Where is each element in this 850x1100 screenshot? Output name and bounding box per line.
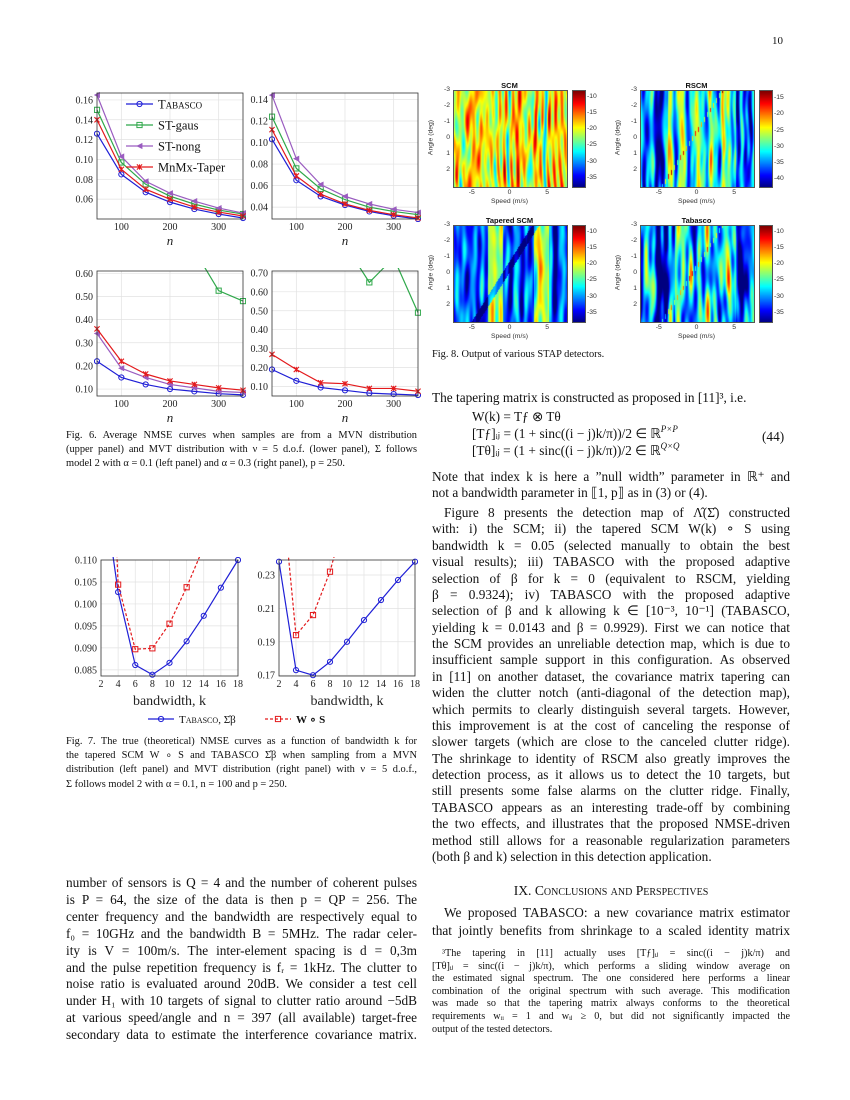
colorbar-tick-label: -25 [774, 276, 784, 284]
footnote-line: [Tθ]ᵢⱼ = sinc((i − j)k/π), which performs a sliding window average on [432, 960, 790, 972]
colorbar-tick-label: -20 [774, 260, 784, 268]
text-line: f₀ = 10GHz and the bandwidth B = 5MHz. The radar celer- [66, 925, 417, 941]
x-tick-label: 200 [337, 222, 353, 233]
equation-number: (44) [762, 429, 785, 444]
colorbar-tick-label: -30 [774, 292, 784, 300]
text-line: that jointly benefits from shrinkage to a scaled identity matrix [432, 923, 790, 938]
y-tick-label: 1 [446, 150, 450, 157]
x-tick-label: 100 [288, 399, 304, 410]
legend-suffix: , Σ̂β [218, 714, 236, 726]
legend-name: Tabasco [179, 714, 219, 726]
x-axis-label: n [341, 410, 349, 425]
x-tick-label: 6 [310, 679, 316, 690]
x-tick-label: 16 [393, 679, 403, 690]
text-line: insufficient sample support in this configuration. As observed [432, 652, 790, 668]
x-axis-label: Speed (m/s) [677, 333, 716, 340]
y-tick-label: 0.06 [75, 194, 93, 206]
x-tick-label: 0 [694, 189, 699, 196]
colorbar-tick-label: -15 [774, 243, 784, 251]
footnote-line: requirements wᵢᵢ = 1 and wᵢⱼ ≥ 0, but did not significantly impacted the [432, 1011, 790, 1022]
y-tick-label: 0.08 [250, 159, 268, 171]
detection-map [640, 90, 755, 188]
text-line: number of sensors is Q = 4 and the number of coherent pulses [66, 875, 417, 890]
y-tick-label: 2 [633, 166, 637, 173]
footnote-line: was made so that the tapering matrix always conforms to the theoretical [432, 998, 790, 1010]
caption-line: distribution (left panel) and MVT distribution (right panel) with ν = 5 d.o.f., [66, 764, 417, 776]
footnote-line: the estimated signal spectrum. The one considered here performs a linear [432, 973, 790, 985]
x-tick-label: 0 [507, 324, 512, 331]
text-line: and the pulse repetition frequency is fᵣ = 1kHz. The clutter to [66, 959, 417, 975]
x-tick-label: 5 [732, 189, 737, 196]
y-axis-label: Angle (deg) [427, 119, 435, 156]
fig8-caption: Fig. 8. Output of various STAP detectors. [432, 349, 605, 360]
y-tick-label: 2 [446, 166, 450, 173]
text-line: TABASCO appears as an interesting trade-off by combining [432, 799, 790, 815]
x-axis-label: Speed (m/s) [490, 198, 529, 205]
colorbar [759, 90, 773, 188]
y-tick-label: 2 [446, 301, 450, 308]
x-tick-label: 8 [149, 679, 155, 690]
legend-label: ST-nong [158, 139, 201, 154]
x-tick-label: 10 [342, 679, 352, 690]
colorbar-tick-label: -25 [587, 276, 597, 284]
y-tick-label: 0.60 [75, 268, 93, 280]
y-tick-label: 0.08 [75, 174, 93, 186]
colorbar-tick-label: -10 [587, 92, 597, 100]
y-tick-label: 0.16 [75, 95, 93, 107]
chart-fig6-mvn-alpha03 [251, 93, 421, 248]
equation-text: W(k) = Tƒ ⊗ Tθ [472, 409, 561, 424]
y-tick-label: 0.50 [75, 291, 93, 303]
x-tick-label: 18 [233, 679, 243, 690]
text-line: The shrinkage to identity of RSCM also greatly improves the [432, 750, 790, 766]
x-tick-label: 4 [293, 679, 299, 690]
data-point [391, 255, 396, 260]
x-tick-label: -5 [468, 189, 475, 196]
text-line: in [11] on another dataset, the covariance matrix tapering can [432, 668, 790, 684]
x-tick-label: 200 [162, 222, 178, 233]
footnote-line: combination of the original spectrum with such average. This modification [432, 985, 790, 997]
y-tick-label: 0.40 [250, 325, 268, 337]
x-tick-label: 200 [162, 399, 178, 410]
panel-title: RSCM [685, 81, 708, 90]
y-tick-label: 0.17 [257, 670, 275, 682]
colorbar [759, 225, 773, 323]
y-tick-label: 1 [633, 150, 637, 157]
colorbar-tick-label: -40 [774, 175, 784, 183]
text-line: ity is V = 100m/s. The inter-element spacing is d = 0,3m [66, 942, 417, 958]
colorbar-tick-label: -30 [587, 157, 597, 165]
x-tick-label: 300 [211, 222, 227, 233]
x-tick-label: 200 [337, 399, 353, 410]
x-tick-label: -5 [468, 324, 475, 331]
y-axis-label: Angle (deg) [614, 254, 622, 291]
x-tick-label: 2 [276, 679, 282, 690]
colorbar-tick-label: -35 [587, 173, 597, 181]
text-line: not a bandwidth parameter in ⟦1, p⟧ as in (3) or (4). [432, 485, 708, 501]
page-number: 10 [772, 35, 783, 47]
y-tick-label: 0.06 [250, 181, 268, 193]
text-line: with: i) the SCM; ii) the tapered SCM W(k) ∘ S using [432, 521, 790, 537]
detection-map [453, 90, 568, 188]
colorbar-tick-label: -25 [587, 141, 597, 149]
text-line: noise ratio is evaluated around 20dB. We consider a test cell [66, 976, 417, 992]
x-tick-label: 5 [732, 324, 737, 331]
text-line: still presents some false alarms on the clutter ridge. Finally, [432, 783, 790, 799]
y-tick-label: 0 [633, 134, 637, 141]
y-tick-label: 0.12 [75, 135, 93, 147]
x-tick-label: 18 [410, 679, 420, 690]
colorbar [572, 90, 586, 188]
caption-line: Fig. 6. Average NMSE curves when samples are from a MVN distribution [66, 430, 417, 441]
x-tick-label: 5 [545, 324, 550, 331]
caption-line: model 2 with α = 0.1 (left panel) and α = 0.3 (right panel), p = 250. [66, 458, 345, 470]
section-heading: IX. Conclusions and Perspectives [513, 883, 709, 898]
x-tick-label: -5 [655, 324, 662, 331]
caption-line: (upper panel) and MVT distribution with ν = 5 d.o.f. (lower panel), Σ follows [66, 444, 417, 456]
y-tick-label: 0.40 [75, 315, 93, 327]
y-tick-label: 0 [446, 134, 450, 141]
y-tick-label: -3 [630, 221, 637, 228]
equation-line [472, 408, 561, 423]
y-tick-label: -3 [630, 86, 637, 93]
equation-superscript: P×P [660, 424, 678, 434]
colorbar-tick-label: -20 [587, 260, 597, 268]
text-line: secondary data to estimate the interference covariance matrix. [66, 1027, 417, 1043]
x-tick-label: 10 [164, 679, 175, 690]
footnote-line: ³The tapering in [11] actually uses [Tƒ]ᵢⱼ = sinc((i − j)k/π) and [442, 948, 790, 959]
text-line: at various speed/angle and n = 397 (all available) target-free [66, 1010, 417, 1026]
y-tick-label: 0.090 [74, 643, 97, 655]
y-tick-label: 0 [446, 269, 450, 276]
x-axis-label: Speed (m/s) [677, 198, 716, 205]
y-tick-label: 0.10 [75, 154, 93, 166]
legend-label [296, 714, 325, 726]
colorbar-tick-label: -35 [774, 159, 784, 167]
chart-fig6-mvt-alpha03 [251, 242, 421, 425]
x-tick-label: 14 [376, 679, 386, 690]
x-tick-label: 100 [288, 222, 304, 233]
colorbar-tick-label: -35 [587, 308, 597, 316]
x-tick-label: 6 [132, 679, 138, 690]
y-tick-label: 0.10 [250, 382, 268, 394]
y-tick-label: 0.110 [74, 555, 97, 567]
colorbar-tick-label: -20 [587, 125, 597, 133]
y-tick-label: 0.105 [74, 577, 97, 589]
y-tick-label: 0.14 [75, 115, 93, 127]
equation-line [472, 442, 680, 457]
x-tick-label: -5 [655, 189, 662, 196]
colorbar-tick-label: -10 [587, 227, 597, 235]
text-line: method still allows for a reasonable regularization parameters [432, 832, 790, 848]
chart-fig6-mvt-alpha01 [76, 248, 246, 425]
data-point [98, 470, 103, 475]
y-tick-label: -2 [443, 102, 450, 109]
text-line: selection of β for k = 0 (equivalent to RSCM, yielding [432, 570, 790, 586]
x-axis-label: n [341, 233, 349, 248]
equation-text: [Tƒ]ᵢⱼ = (1 + sinc((i − j)k/π))/2 ∈ ℝ [472, 426, 661, 441]
chart-fig6-mvn-alpha01 [76, 92, 246, 248]
y-tick-label: 0.10 [250, 138, 268, 150]
x-axis-label: n [166, 233, 174, 248]
caption-line: Fig. 7. The true (theoretical) NMSE curves as a function of bandwidth k for [66, 736, 417, 747]
x-tick-label: 16 [215, 679, 226, 690]
data-point [192, 248, 197, 253]
detection-map [453, 225, 568, 323]
colorbar-tick-label: -10 [774, 227, 784, 235]
y-tick-label: 0.19 [257, 637, 275, 649]
text-line: under H₁ with 10 targets of signal to clutter ratio around −5dB [66, 993, 417, 1009]
x-tick-label: 300 [211, 399, 227, 410]
text-line: detection process, as it allows us to detect the 10 targets, but [432, 767, 790, 783]
legend-label: ST-gaus [158, 118, 199, 133]
y-tick-label: 0 [633, 269, 637, 276]
panel-title: Tabasco [681, 216, 712, 225]
y-tick-label: 0.20 [250, 363, 268, 375]
x-axis-label: Speed (m/s) [490, 333, 529, 340]
text-line: Note that index k is here a ”null width” parameter in ℝ⁺ and [432, 469, 790, 484]
y-tick-label: -3 [443, 221, 450, 228]
text-line: this improvement is at the cost of canceling the response of [432, 717, 790, 733]
y-axis-label: Angle (deg) [614, 119, 622, 156]
x-axis-label: bandwidth, k [132, 694, 207, 709]
y-axis-label: Angle (deg) [427, 254, 435, 291]
y-tick-label: 1 [446, 285, 450, 292]
x-tick-label: 100 [113, 399, 129, 410]
text-line: bandwidth k = 0.05 (selected manually to obtain the best [432, 537, 790, 553]
footnote-line: output of the tested detectors. [432, 1023, 553, 1035]
text-line: which permits to clearly distinguish several targets. However, [432, 701, 790, 717]
x-tick-label: 14 [198, 679, 209, 690]
panel-title: Tapered SCM [485, 216, 534, 225]
y-tick-label: 0.20 [75, 361, 93, 373]
y-tick-label: 0.50 [250, 306, 268, 318]
text-line: the two effects, and illustrates that the proposed NMSE-driven [432, 816, 790, 832]
y-tick-label: 0.70 [250, 268, 268, 280]
y-tick-label: 0.100 [74, 599, 97, 611]
x-tick-label: 300 [386, 399, 402, 410]
colorbar-tick-label: -20 [774, 110, 784, 118]
y-tick-label: 0.30 [75, 338, 93, 350]
x-tick-label: 0 [694, 324, 699, 331]
text-line: center frequency and the bandwidth are respectively equal to [66, 908, 417, 924]
y-tick-label: -1 [630, 118, 637, 125]
y-tick-label: 0.60 [250, 287, 268, 299]
text-line: Figure 8 presents the detection map of Λ̂(Σ̂) constructed [444, 505, 790, 520]
text-line: visual results); iii) TABASCO with the proposed adaptive [432, 554, 790, 570]
detection-map [640, 225, 755, 323]
y-tick-label: 1 [633, 285, 637, 292]
colorbar-tick-label: -35 [774, 308, 784, 316]
y-tick-label: 0.30 [250, 344, 268, 356]
text-line: slower targets (which are close to the canceled clutter ridge). [432, 734, 790, 750]
caption-line: Σ follows model 2 with α = 0.1, n = 100 and p = 250. [66, 778, 287, 790]
y-tick-label: -1 [443, 253, 450, 260]
x-tick-label: 4 [115, 679, 121, 690]
y-tick-label: -1 [630, 253, 637, 260]
y-tick-label: 0.085 [74, 665, 97, 677]
y-tick-label: 0.095 [74, 621, 97, 633]
text-line: yielding k = 0.0143 and β = 0.9929). First we can notice that [432, 619, 790, 635]
equation-superscript: Q×Q [660, 441, 680, 451]
legend-label: MnMx-Taper [158, 160, 226, 175]
text-line: (both β and k) selection in this detection application. [432, 848, 712, 864]
x-tick-label: 2 [98, 679, 104, 690]
x-tick-label: 8 [327, 679, 333, 690]
y-tick-label: 0.10 [75, 384, 93, 396]
text-line: the SCM provides an unreliable detection map, which is due to [432, 636, 790, 652]
y-tick-label: -3 [443, 86, 450, 93]
colorbar [572, 225, 586, 323]
text-line: is P = 64, the size of the data is then p = QP = 256. The [66, 891, 417, 907]
colorbar-tick-label: -25 [774, 126, 784, 134]
equation-line [472, 425, 678, 440]
data-point [201, 544, 206, 549]
y-tick-label: 2 [633, 301, 637, 308]
y-tick-label: 0.21 [257, 603, 275, 615]
x-axis-label: bandwidth, k [310, 694, 384, 709]
text-line: We proposed TABASCO: a new covariance matrix estimator [444, 905, 790, 920]
y-tick-label: 0.04 [250, 202, 268, 214]
y-tick-label: 0.14 [250, 94, 268, 106]
colorbar-tick-label: -15 [774, 94, 784, 102]
x-tick-label: 12 [359, 679, 369, 690]
colorbar-tick-label: -30 [774, 142, 784, 150]
panel-title: SCM [501, 81, 518, 90]
y-tick-label: 0.23 [257, 570, 275, 582]
tapering-intro: The tapering matrix is constructed as proposed in [11]³, i.e. [432, 390, 747, 405]
legend-label [179, 714, 236, 726]
y-tick-label: -1 [443, 118, 450, 125]
colorbar-tick-label: -15 [587, 108, 597, 116]
caption-line: the tapered SCM W ∘ S and TABASCO Σ̂β when sampling from a MVN [66, 750, 417, 762]
y-tick-label: -2 [630, 102, 637, 109]
legend-name: W ∘ S [296, 714, 326, 726]
equation-text: [Tθ]ᵢⱼ = (1 + sinc((i − j)k/π))/2 ∈ ℝ [472, 443, 661, 458]
x-tick-label: 300 [386, 222, 402, 233]
y-tick-label: 0.12 [250, 116, 268, 128]
x-tick-label: 0 [507, 189, 512, 196]
x-tick-label: 5 [545, 189, 550, 196]
x-tick-label: 100 [113, 222, 129, 233]
x-tick-label: 12 [181, 679, 192, 690]
y-tick-label: -2 [630, 237, 637, 244]
x-axis-label: n [166, 410, 174, 425]
y-tick-label: -2 [443, 237, 450, 244]
legend-label: Tabasco [158, 97, 203, 112]
colorbar-tick-label: -30 [587, 292, 597, 300]
chart-fig7-mvt [258, 456, 421, 709]
text-line: widen the clutter notch (anti-diagonal of the detection map), [432, 685, 790, 701]
data-point [344, 506, 349, 511]
text-line: selection of β and k allowing k ∈ [10⁻³, 10⁻¹] (TABASCO, [432, 603, 790, 619]
text-line: β = 0.9324); iv) TABASCO with the proposed adaptive [432, 586, 790, 602]
colorbar-tick-label: -15 [587, 243, 597, 251]
